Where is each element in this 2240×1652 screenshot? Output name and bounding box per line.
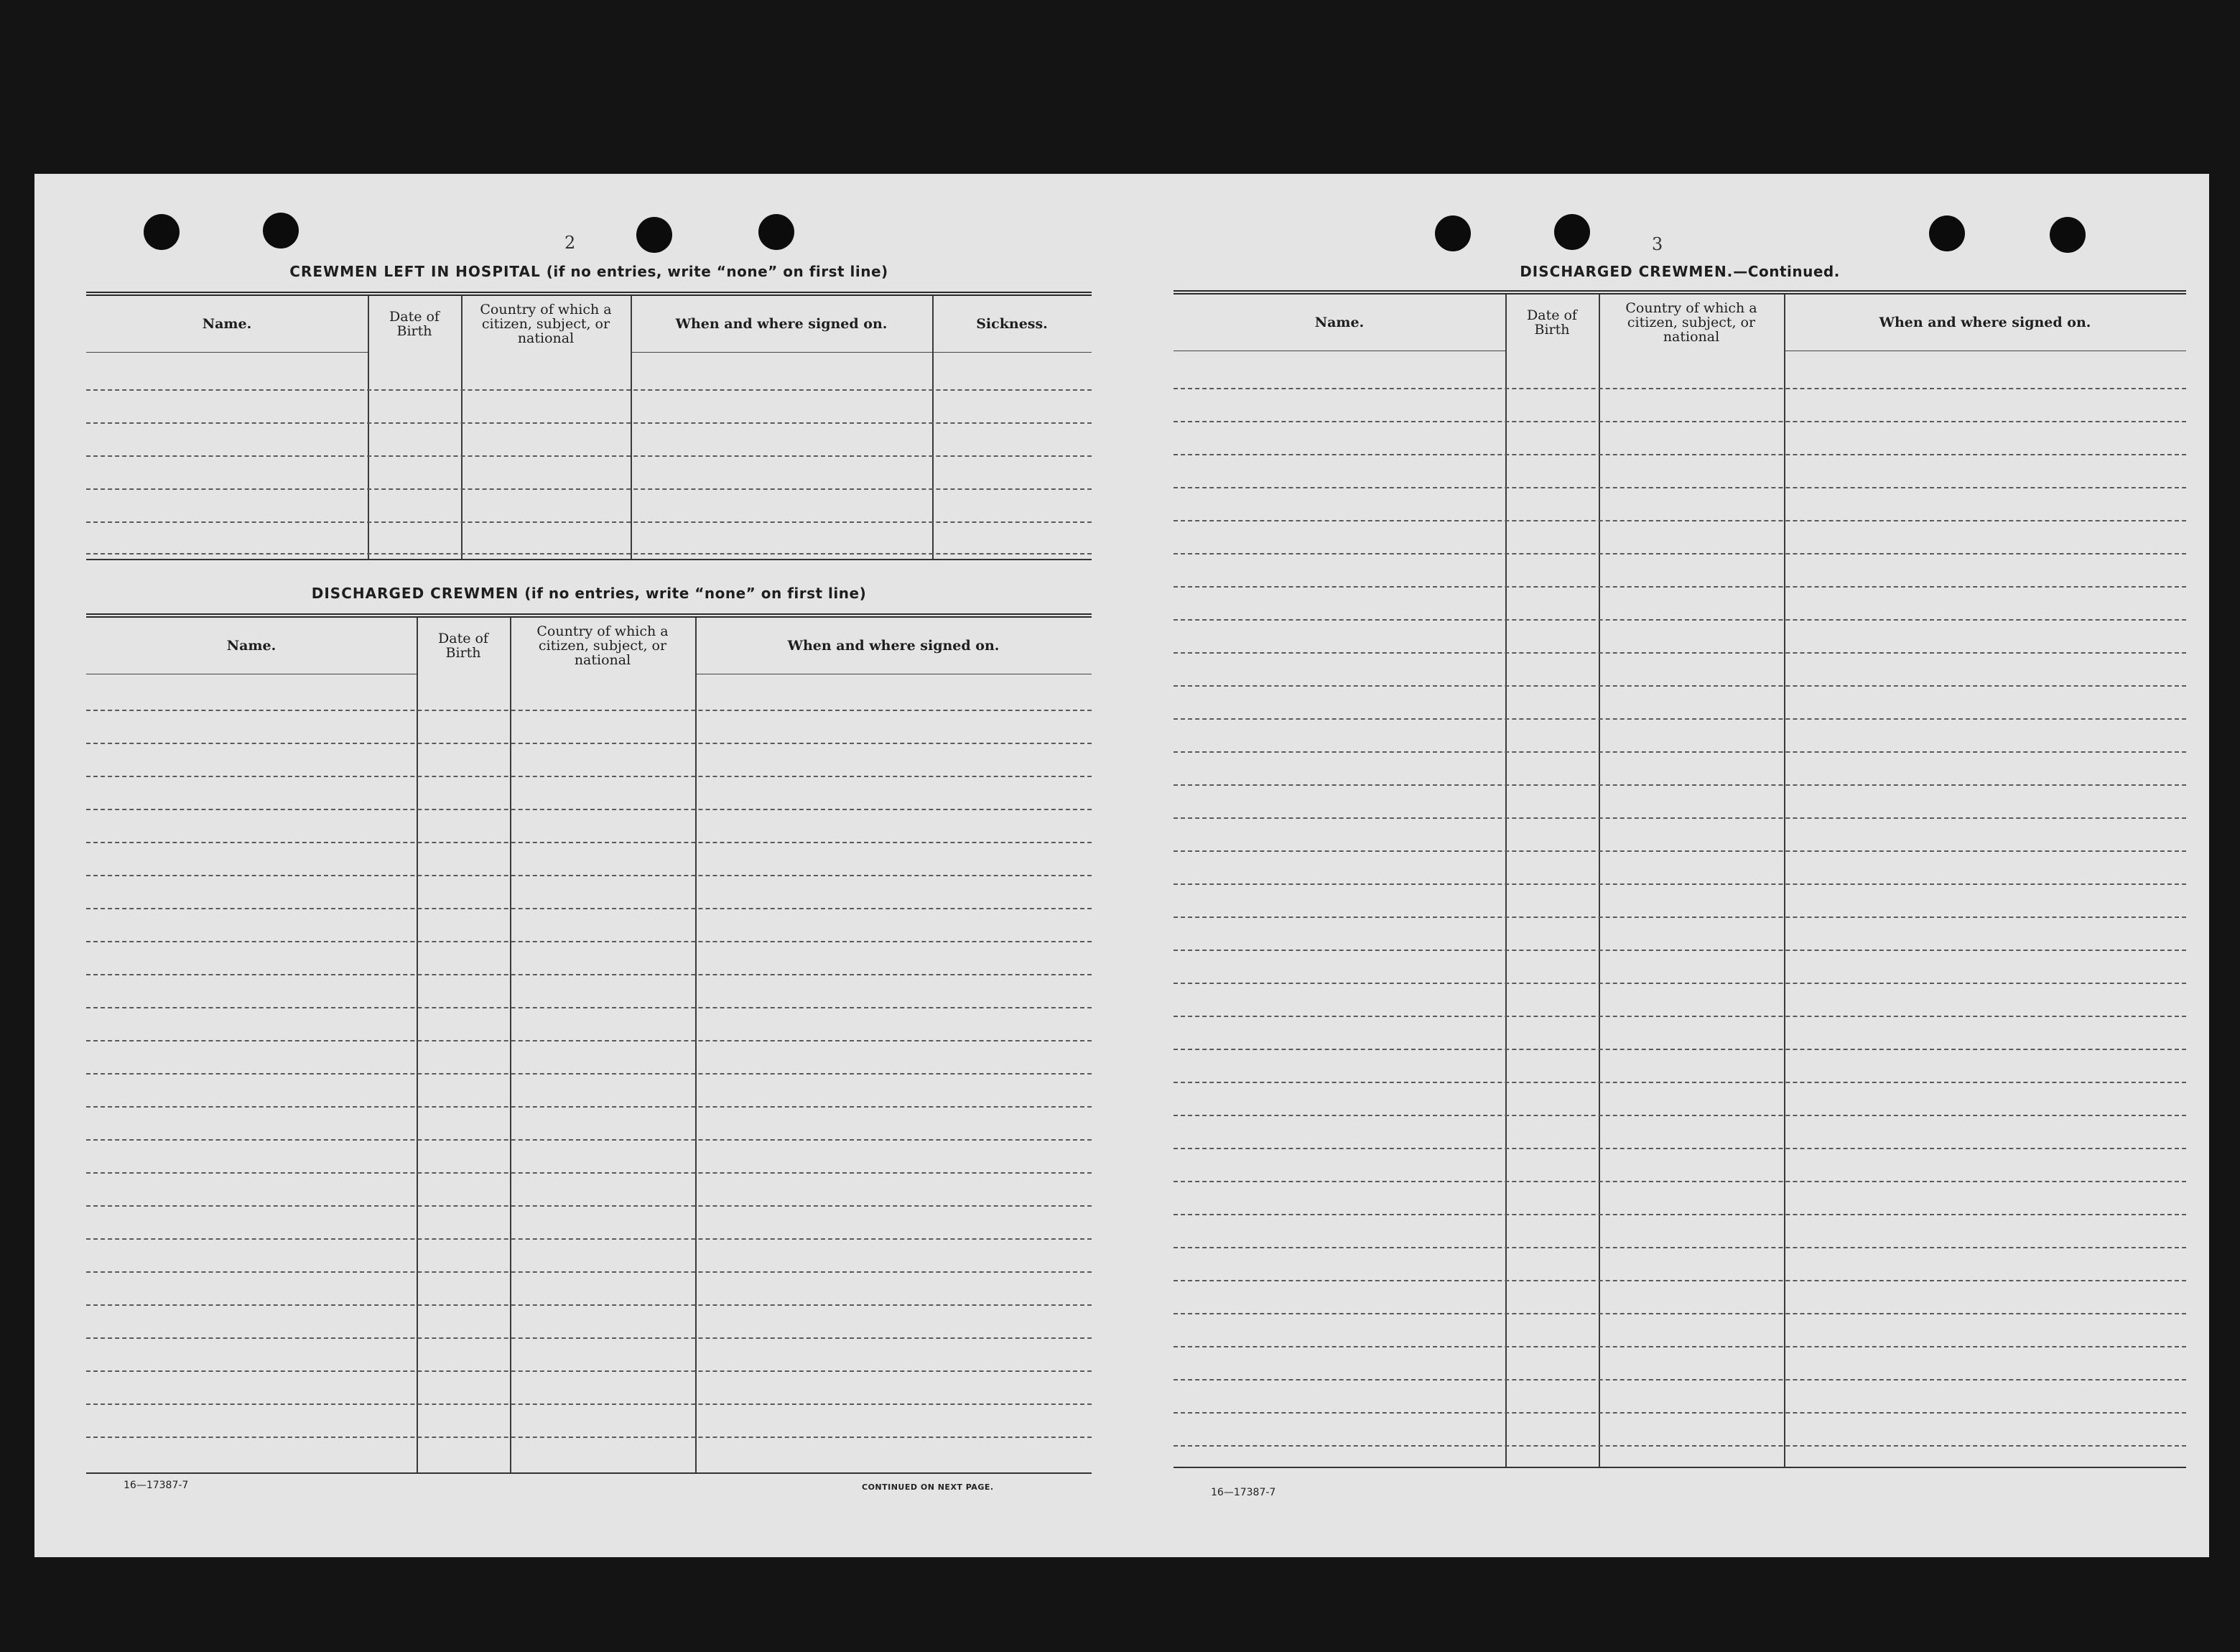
entry-line [86, 1370, 1092, 1372]
entry-line [1174, 850, 2186, 852]
hospital-title-note: (if no entries, write “none” on first line) [546, 263, 888, 280]
entry-line [1174, 1313, 2186, 1314]
col-header-name: Name. [226, 638, 276, 654]
entry-line [86, 1205, 1092, 1207]
column-divider [932, 296, 934, 559]
hospital-title-text: CREWMEN LEFT IN HOSPITAL [289, 263, 541, 280]
entry-line [1174, 520, 2186, 521]
entry-line [1174, 950, 2186, 951]
entry-line [1174, 784, 2186, 786]
entry-line [1174, 487, 2186, 488]
entry-line [1174, 1346, 2186, 1347]
entry-line [1174, 553, 2186, 554]
entry-line [1174, 454, 2186, 455]
table-bottom-rule [1174, 1467, 2186, 1468]
entry-line [86, 1337, 1092, 1339]
col-header-signed-on: When and where signed on. [787, 638, 1000, 654]
col-header-country: Country of which a citizen, subject, or national [480, 302, 612, 346]
entry-line [86, 974, 1092, 975]
column-divider [1784, 294, 1785, 1467]
discharged-table-right [1174, 290, 2186, 1472]
entry-line [1174, 751, 2186, 753]
punch-hole-icon [1435, 215, 1471, 251]
punch-hole-icon [1929, 215, 1965, 251]
column-divider [1505, 294, 1507, 1467]
table-bottom-rule [86, 1472, 1092, 1474]
col-header-name: Name. [202, 316, 252, 332]
entry-line [1174, 718, 2186, 720]
right-title-suffix: —Continued. [1733, 263, 1840, 280]
entry-line [86, 1073, 1092, 1075]
discharged-title-text: DISCHARGED CREWMEN [311, 585, 519, 602]
punch-hole-icon [1554, 214, 1590, 250]
form-number-left: 16—17387-7 [124, 1480, 189, 1491]
discharged-section-title [86, 585, 1092, 602]
col-header-name: Name. [1314, 315, 1365, 330]
entry-line [1174, 1445, 2186, 1447]
entry-line [86, 776, 1092, 777]
entry-line [86, 710, 1092, 711]
col-header-date-of-birth: Date of Birth [1527, 307, 1577, 338]
table-bottom-rule [86, 559, 1092, 560]
entry-line [1174, 1148, 2186, 1149]
entry-line [86, 1271, 1092, 1273]
hospital-table [86, 292, 1092, 563]
header-underline [86, 352, 368, 353]
col-header-country: Country of which a citizen, subject, or national [536, 623, 669, 668]
discharged-title-note: (if no entries, write “none” on first line) [524, 585, 867, 602]
col-header-country: Country of which a citizen, subject, or national [1625, 300, 1757, 345]
entry-line [1174, 1115, 2186, 1116]
entry-line [86, 743, 1092, 744]
punch-hole-icon [263, 213, 299, 249]
entry-line [86, 1106, 1092, 1108]
column-divider [631, 296, 632, 559]
entry-line [86, 1403, 1092, 1405]
entry-line [1174, 1181, 2186, 1182]
entry-line [86, 1040, 1092, 1041]
entry-line [86, 455, 1092, 457]
column-divider [695, 618, 697, 1472]
col-header-signed-on: When and where signed on. [675, 316, 888, 332]
discharged-table-left [86, 613, 1092, 1652]
entry-line [1174, 652, 2186, 654]
entry-line [1174, 1412, 2186, 1414]
entry-line [1174, 883, 2186, 885]
col-header-date-of-birth: Date of Birth [438, 631, 488, 661]
punch-hole-icon [144, 214, 180, 250]
entry-line [1174, 685, 2186, 687]
entry-line [86, 1304, 1092, 1306]
entry-line [86, 1238, 1092, 1240]
entry-line [1174, 1016, 2186, 1017]
punch-hole-icon [2050, 217, 2086, 253]
entry-line [1174, 917, 2186, 918]
page-number-left: 2 [564, 233, 576, 253]
entry-line [1174, 817, 2186, 819]
punch-hole-icon [636, 217, 672, 253]
entry-line [86, 1007, 1092, 1008]
header-underline [932, 352, 1092, 353]
entry-line [86, 875, 1092, 876]
col-header-signed-on: When and where signed on. [1879, 315, 2091, 330]
column-divider [368, 296, 369, 559]
page-number-right: 3 [1652, 234, 1663, 254]
entry-line [1174, 1247, 2186, 1248]
entry-line [1174, 586, 2186, 588]
entry-line [86, 389, 1092, 391]
entry-line [1174, 983, 2186, 984]
header-underline [631, 352, 932, 353]
entry-line [86, 553, 1092, 554]
col-header-sickness: Sickness. [976, 316, 1048, 332]
entry-line [1174, 1049, 2186, 1050]
form-number-right: 16—17387-7 [1211, 1487, 1276, 1498]
entry-line [86, 1139, 1092, 1141]
entry-line [1174, 1379, 2186, 1380]
entry-line [86, 941, 1092, 942]
col-header-date-of-birth: Date of Birth [389, 309, 440, 339]
punch-hole-icon [758, 214, 794, 250]
column-divider [1599, 294, 1600, 1467]
entry-line [1174, 421, 2186, 422]
entry-line [86, 488, 1092, 490]
entry-line [86, 842, 1092, 843]
entry-line [1174, 1280, 2186, 1281]
discharged-continued-title [1174, 263, 2186, 280]
entry-line [86, 1172, 1092, 1174]
right-title-text: DISCHARGED CREWMEN. [1520, 263, 1734, 280]
entry-line [1174, 1214, 2186, 1215]
entry-line [1174, 619, 2186, 621]
entry-line [86, 809, 1092, 810]
column-divider [417, 618, 418, 1472]
entry-line [1174, 388, 2186, 389]
entry-line [86, 521, 1092, 523]
entry-line [86, 908, 1092, 909]
document-sheet [34, 174, 2209, 1557]
continued-note: CONTINUED ON NEXT PAGE. [862, 1482, 994, 1492]
entry-line [86, 1437, 1092, 1438]
column-divider [461, 296, 463, 559]
entry-line [1174, 1082, 2186, 1083]
entry-line [86, 422, 1092, 424]
hospital-section-title [86, 263, 1092, 280]
column-divider [510, 618, 511, 1472]
